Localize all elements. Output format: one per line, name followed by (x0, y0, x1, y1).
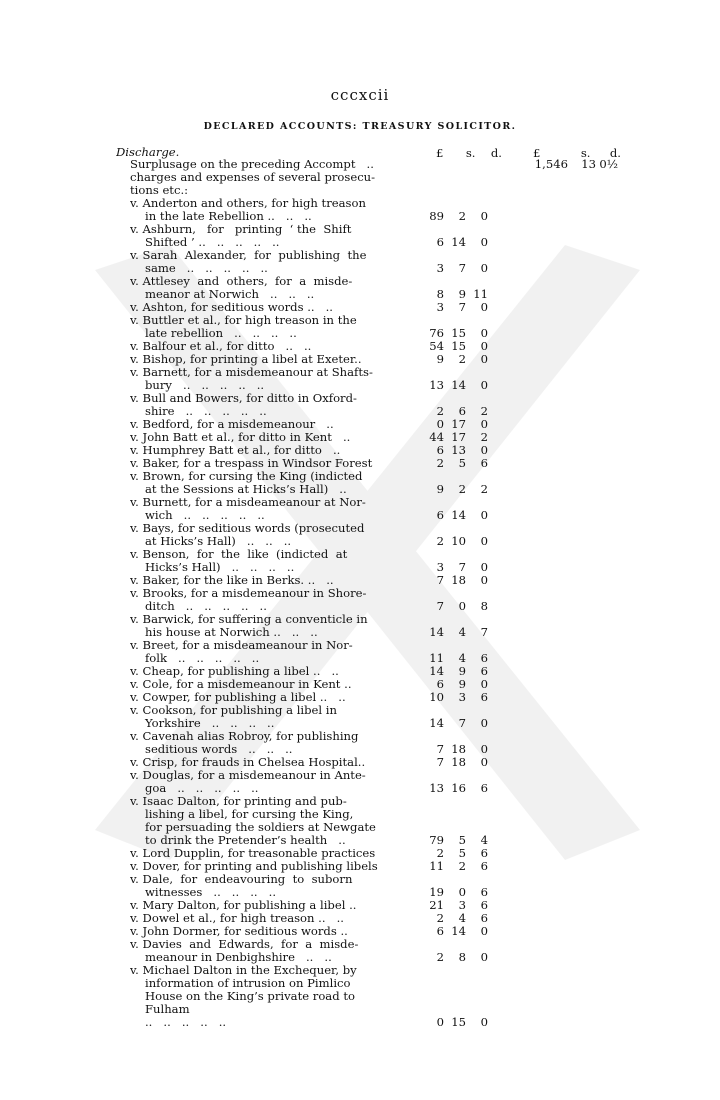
pence: 6 (480, 885, 488, 899)
pounds: 54 (429, 339, 444, 353)
pounds: 10 (429, 690, 444, 704)
pence: 11 (473, 287, 488, 301)
pounds: 7 (436, 573, 444, 587)
entry-text (130, 912, 390, 925)
account-entry (0, 912, 720, 925)
account-entry (0, 340, 720, 353)
pence: 6 (480, 898, 488, 912)
text-line: his house at Norwich .. .. .. (145, 625, 318, 639)
entry-amount (390, 457, 488, 470)
shillings: 5 (458, 846, 466, 860)
account-entry (0, 665, 720, 678)
pounds: 3 (436, 261, 444, 275)
shillings: 2 (458, 482, 466, 496)
pounds: 6 (436, 508, 444, 522)
pounds: 14 (429, 625, 444, 639)
entry-amount (390, 535, 488, 548)
account-entry (0, 964, 720, 1029)
text-line: in the late Rebellion .. .. .. (145, 209, 312, 223)
running-head: DECLARED ACCOUNTS: TREASURY SOLICITOR. (203, 121, 517, 132)
shillings: 4 (458, 651, 466, 665)
pounds: 7 (436, 599, 444, 613)
entry-amount (390, 210, 488, 223)
pounds: 8 (436, 287, 444, 301)
account-entry (0, 470, 720, 496)
account-entry (0, 418, 720, 431)
entry-amount (390, 353, 488, 366)
entry-amount (390, 1016, 488, 1029)
text-line: v. Dover, for printing and publishing libels (130, 860, 378, 873)
pence: 2 (480, 404, 488, 418)
entry-text (130, 574, 390, 587)
text-line: v. Bull and Bowers, for ditto in Oxford- (130, 392, 357, 405)
pounds: 13 (429, 781, 444, 795)
pounds: 2 (436, 950, 444, 964)
shillings: 2 (458, 209, 466, 223)
text-line: v. Bedford, for a misdemeanour .. (130, 418, 334, 431)
account-entry (0, 756, 720, 769)
text-line: v. Breet, for a misdeameanour in Nor- (130, 639, 353, 652)
shillings: 8 (458, 950, 466, 964)
entry-text (130, 522, 390, 548)
entry-text (130, 366, 390, 392)
text-line: v. Cowper, for publishing a libel .. .. (130, 691, 346, 704)
text-line: v. Davies and Edwards, for a misde- (130, 938, 359, 951)
pence: 0 (480, 573, 488, 587)
pounds: 2 (436, 911, 444, 925)
pounds: 6 (436, 443, 444, 457)
text-line: v. Lord Dupplin, for treasonable practices (130, 847, 376, 860)
pounds: 89 (429, 209, 444, 223)
shillings: 15 (451, 326, 466, 340)
pence: 0 (480, 209, 488, 223)
pounds: 14 (429, 664, 444, 678)
shillings: 0 (458, 885, 466, 899)
entry-text (130, 340, 390, 353)
pounds: 21 (429, 898, 444, 912)
text-line: seditious words .. .. .. (145, 742, 293, 756)
shillings: 6 (458, 404, 466, 418)
text-line: v. Douglas, for a misdemeanour in Ante- (130, 769, 366, 782)
account-body (0, 146, 720, 1029)
pence: 6 (480, 664, 488, 678)
surplusage-text (130, 158, 390, 171)
pounds: 7 (436, 755, 444, 769)
text-line: v. Baker, for the like in Berks. .. .. (130, 574, 334, 587)
pence: 0 (480, 378, 488, 392)
entry-amount (390, 509, 488, 522)
pence: 6 (480, 456, 488, 470)
text-line: v. Anderton and others, for high treason (130, 197, 366, 210)
text-line: v. Buttler et al., for high treason in the (130, 314, 357, 327)
account-entry (0, 197, 720, 223)
shillings: 14 (451, 508, 466, 522)
account-entry (0, 314, 720, 340)
account-entry (0, 860, 720, 873)
entry-text (130, 730, 390, 756)
text-line: tions etc.: (130, 183, 189, 197)
entry-text (130, 314, 390, 340)
shillings: 7 (458, 261, 466, 275)
account-entry (0, 249, 720, 275)
pence: 0 (480, 950, 488, 964)
pence: 0 (480, 261, 488, 275)
shillings: 5 (458, 456, 466, 470)
entry-text (130, 457, 390, 470)
charges-intro (0, 171, 720, 197)
entry-amount (390, 626, 488, 639)
account-entry (0, 548, 720, 574)
entry-text (130, 431, 390, 444)
text-line: ditch .. .. .. .. .. (145, 599, 267, 613)
entry-text (130, 665, 390, 678)
pence: 2 (480, 430, 488, 444)
pounds: 6 (436, 924, 444, 938)
column-header-left: £ s. d. (436, 146, 502, 160)
entry-text (130, 548, 390, 574)
total-amount (520, 158, 618, 171)
text-line: meanor at Norwich .. .. .. (145, 287, 315, 301)
text-line: folk .. .. .. .. .. (145, 651, 260, 665)
text-line: v. Attlesey and others, for a misde- (130, 275, 353, 288)
text-line: lishing a libel, for cursing the King, (145, 807, 354, 821)
pounds: 7 (436, 742, 444, 756)
pence: 6 (480, 781, 488, 795)
entry-text (130, 418, 390, 431)
text-line: meanour in Denbighshire .. .. (145, 950, 332, 964)
pence: 0 (480, 560, 488, 574)
shillings: 15 (451, 1015, 466, 1029)
text-line: bury .. .. .. .. .. (145, 378, 265, 392)
text-line: v. Michael Dalton in the Exchequer, by (130, 964, 357, 977)
pounds: 3 (436, 300, 444, 314)
shillings: 3 (458, 898, 466, 912)
pounds: 9 (436, 482, 444, 496)
pence: 0 (480, 443, 488, 457)
text-line: to drink the Pretender’s health .. (145, 833, 346, 847)
pence: 0 (480, 339, 488, 353)
shillings: 18 (451, 755, 466, 769)
entry-amount (390, 379, 488, 392)
pounds: 0 (436, 1015, 444, 1029)
text-line: v. Sarah Alexander, for publishing the (130, 249, 367, 262)
pence: 6 (480, 690, 488, 704)
entry-text (130, 639, 390, 665)
text-line: Hicks’s Hall) .. .. .. .. (145, 560, 295, 574)
text-line: v. Ashburn, for printing ‘ the Shift (130, 223, 352, 236)
account-entry (0, 574, 720, 587)
pence: 0 (480, 352, 488, 366)
entry-text (130, 197, 390, 223)
account-entry (0, 938, 720, 964)
shillings: 13 (451, 443, 466, 457)
account-entry (0, 275, 720, 301)
entry-text (130, 223, 390, 249)
pence: 6 (480, 859, 488, 873)
text-line: House on the King’s private road to (145, 989, 355, 1003)
pounds: 2 (436, 534, 444, 548)
page-folio: cccxcii (330, 86, 390, 104)
text-line: v. Benson, for the like (indicted at (130, 548, 348, 561)
pence: 0 (480, 417, 488, 431)
pence: 2 (480, 482, 488, 496)
shillings: 13 (581, 157, 596, 171)
entry-text (130, 470, 390, 496)
text-line: v. John Batt et al., for ditto in Kent .. (130, 431, 351, 444)
entry-amount (390, 301, 488, 314)
text-line: shire .. .. .. .. .. (145, 404, 267, 418)
shillings: 17 (451, 430, 466, 444)
account-entry (0, 873, 720, 899)
shillings: 3 (458, 690, 466, 704)
text-line: v. Brooks, for a misdemeanour in Shore- (130, 587, 367, 600)
pounds: 1,546 (534, 157, 568, 171)
shillings: 4 (458, 625, 466, 639)
text-line: v. Isaac Dalton, for printing and pub- (130, 795, 347, 808)
entry-text (130, 301, 390, 314)
pence: 6 (480, 651, 488, 665)
shillings: 2 (458, 352, 466, 366)
text-line: v. Cavenah alias Robroy, for publishing (130, 730, 359, 743)
entry-amount (390, 236, 488, 249)
pence: 4 (480, 833, 488, 847)
pounds: 6 (436, 235, 444, 249)
entry-text (130, 587, 390, 613)
shillings: 14 (451, 235, 466, 249)
pence: 0 (480, 1015, 488, 1029)
shillings: 9 (458, 287, 466, 301)
column-header-right: £ s. d. (533, 146, 621, 160)
entry-amount (390, 951, 488, 964)
text-line: v. Baker, for a trespass in Windsor Forest (130, 457, 373, 470)
shillings: 0 (458, 599, 466, 613)
entry-text (130, 899, 390, 912)
pounds: 11 (429, 859, 444, 873)
pence: 0 (480, 508, 488, 522)
pence: 0 (480, 300, 488, 314)
entry-text (130, 678, 390, 691)
entry-text (130, 873, 390, 899)
entry-text (130, 847, 390, 860)
shillings: 14 (451, 378, 466, 392)
pounds: 13 (429, 378, 444, 392)
account-entry (0, 496, 720, 522)
text-line: v. Ashton, for seditious words .. .. (130, 301, 333, 314)
entry-amount (390, 756, 488, 769)
shillings: 18 (451, 742, 466, 756)
entry-text (130, 795, 390, 847)
text-line: v. John Dormer, for seditious words .. (130, 925, 348, 938)
pounds: 19 (429, 885, 444, 899)
text-line: information of intrusion on Pimlico (145, 976, 351, 990)
entry-text (130, 249, 390, 275)
text-line: v. Mary Dalton, for publishing a libel .. (130, 899, 357, 912)
entry-amount (390, 925, 488, 938)
account-entry (0, 769, 720, 795)
pence: 0 (480, 677, 488, 691)
intro-text (130, 171, 390, 197)
text-line: v. Barnett, for a misdemeanour at Shafts- (130, 366, 373, 379)
pence: 0 (480, 326, 488, 340)
shillings: 15 (451, 339, 466, 353)
text-line: v. Bays, for seditious words (prosecuted (130, 522, 365, 535)
account-entry (0, 587, 720, 613)
account-entry (0, 639, 720, 665)
pence: 0 (480, 755, 488, 769)
pence: 7 (480, 625, 488, 639)
shillings: 18 (451, 573, 466, 587)
pounds: 9 (436, 352, 444, 366)
text-line: Yorkshire .. .. .. .. (145, 716, 275, 730)
account-entry (0, 730, 720, 756)
pounds: 76 (429, 326, 444, 340)
account-entry (0, 847, 720, 860)
text-line: v. Barwick, for suffering a conventicle in (130, 613, 368, 626)
text-line: at the Sessions at Hicks’s Hall) .. (145, 482, 347, 496)
entry-text (130, 756, 390, 769)
shillings: 4 (458, 911, 466, 925)
entry-amount (390, 860, 488, 873)
entry-text (130, 938, 390, 964)
text-line: .. .. .. .. .. (145, 1015, 227, 1029)
shillings: 5 (458, 833, 466, 847)
surplusage-row (0, 158, 720, 171)
pence: 0 (480, 235, 488, 249)
entry-amount (390, 483, 488, 496)
entry-text (130, 860, 390, 873)
text-line: Surplusage on the preceding Accompt .. (130, 158, 374, 171)
shillings: 7 (458, 560, 466, 574)
pounds: 2 (436, 846, 444, 860)
entry-amount (390, 262, 488, 275)
account-entry (0, 366, 720, 392)
pence: 0 (480, 742, 488, 756)
pence: 8 (480, 599, 488, 613)
shillings: 9 (458, 664, 466, 678)
pence: 0½ (599, 157, 618, 171)
text-line: late rebellion .. .. .. .. (145, 326, 297, 340)
account-entry (0, 899, 720, 912)
pounds: 0 (436, 417, 444, 431)
pounds: 11 (429, 651, 444, 665)
account-entry (0, 457, 720, 470)
shillings: 2 (458, 859, 466, 873)
account-entry (0, 678, 720, 691)
text-line: v. Crisp, for frauds in Chelsea Hospital.. (130, 756, 366, 769)
account-entry (0, 925, 720, 938)
text-line: same .. .. .. .. .. (145, 261, 268, 275)
text-line: v. Burnett, for a misdeameanour at Nor- (130, 496, 366, 509)
entry-amount (390, 691, 488, 704)
entry-amount (390, 600, 488, 613)
text-line: wich .. .. .. .. .. (145, 508, 265, 522)
entry-text (130, 691, 390, 704)
entry-text (130, 392, 390, 418)
shillings: 10 (451, 534, 466, 548)
text-line: charges and expenses of several prosecu- (130, 171, 376, 184)
text-line: Shifted ’ .. .. .. .. .. (145, 235, 280, 249)
shillings: 7 (458, 716, 466, 730)
account-entry (0, 301, 720, 314)
text-line: v. Brown, for cursing the King (indicted (130, 470, 363, 483)
account-entry (0, 613, 720, 639)
text-line: at Hicks’s Hall) .. .. .. (145, 534, 292, 548)
text-line: v. Cheap, for publishing a libel .. .. (130, 665, 339, 678)
account-entry (0, 431, 720, 444)
account-entry (0, 704, 720, 730)
pounds: 2 (436, 456, 444, 470)
text-line: v. Dale, for endeavouring to suborn (130, 873, 353, 886)
pounds: 3 (436, 560, 444, 574)
account-entry (0, 522, 720, 548)
text-line: goa .. .. .. .. .. (145, 781, 259, 795)
entry-amount (390, 717, 488, 730)
entry-text (130, 496, 390, 522)
pence: 0 (480, 924, 488, 938)
text-line: Fulham (145, 1002, 190, 1016)
entry-text (130, 704, 390, 730)
shillings: 9 (458, 677, 466, 691)
pounds: 79 (429, 833, 444, 847)
shillings: 16 (451, 781, 466, 795)
pounds: 44 (429, 430, 444, 444)
account-entry (0, 223, 720, 249)
entry-text (130, 275, 390, 301)
entry-text (130, 925, 390, 938)
entry-text (130, 444, 390, 457)
shillings: 17 (451, 417, 466, 431)
account-entry (0, 353, 720, 366)
text-line: witnesses .. .. .. .. (145, 885, 277, 899)
pence: 6 (480, 911, 488, 925)
text-line: for persuading the soldiers at Newgate (145, 820, 376, 834)
text-line: v. Cookson, for publishing a libel in (130, 704, 337, 717)
text-line: v. Humphrey Batt et al., for ditto .. (130, 444, 341, 457)
shillings: 14 (451, 924, 466, 938)
account-entry (0, 795, 720, 847)
entry-text (130, 353, 390, 366)
text-line: v. Balfour et al., for ditto .. .. (130, 340, 312, 353)
entry-amount (390, 782, 488, 795)
pounds: 6 (436, 677, 444, 691)
entry-text (130, 964, 390, 1029)
entry-text (130, 613, 390, 639)
discharge-heading: Discharge. (116, 146, 180, 159)
entry-amount (390, 574, 488, 587)
account-entry (0, 691, 720, 704)
text-line: v. Cole, for a misdemeanour in Kent .. (130, 678, 352, 691)
account-entry (0, 444, 720, 457)
pounds: 14 (429, 716, 444, 730)
shillings: 7 (458, 300, 466, 314)
pence: 0 (480, 716, 488, 730)
text-line: v. Dowel et al., for high treason .. .. (130, 912, 344, 925)
text-line: v. Bishop, for printing a libel at Exeter.. (130, 353, 362, 366)
pounds: 2 (436, 404, 444, 418)
pence: 6 (480, 846, 488, 860)
entry-text (130, 769, 390, 795)
pence: 0 (480, 534, 488, 548)
account-entry (0, 392, 720, 418)
